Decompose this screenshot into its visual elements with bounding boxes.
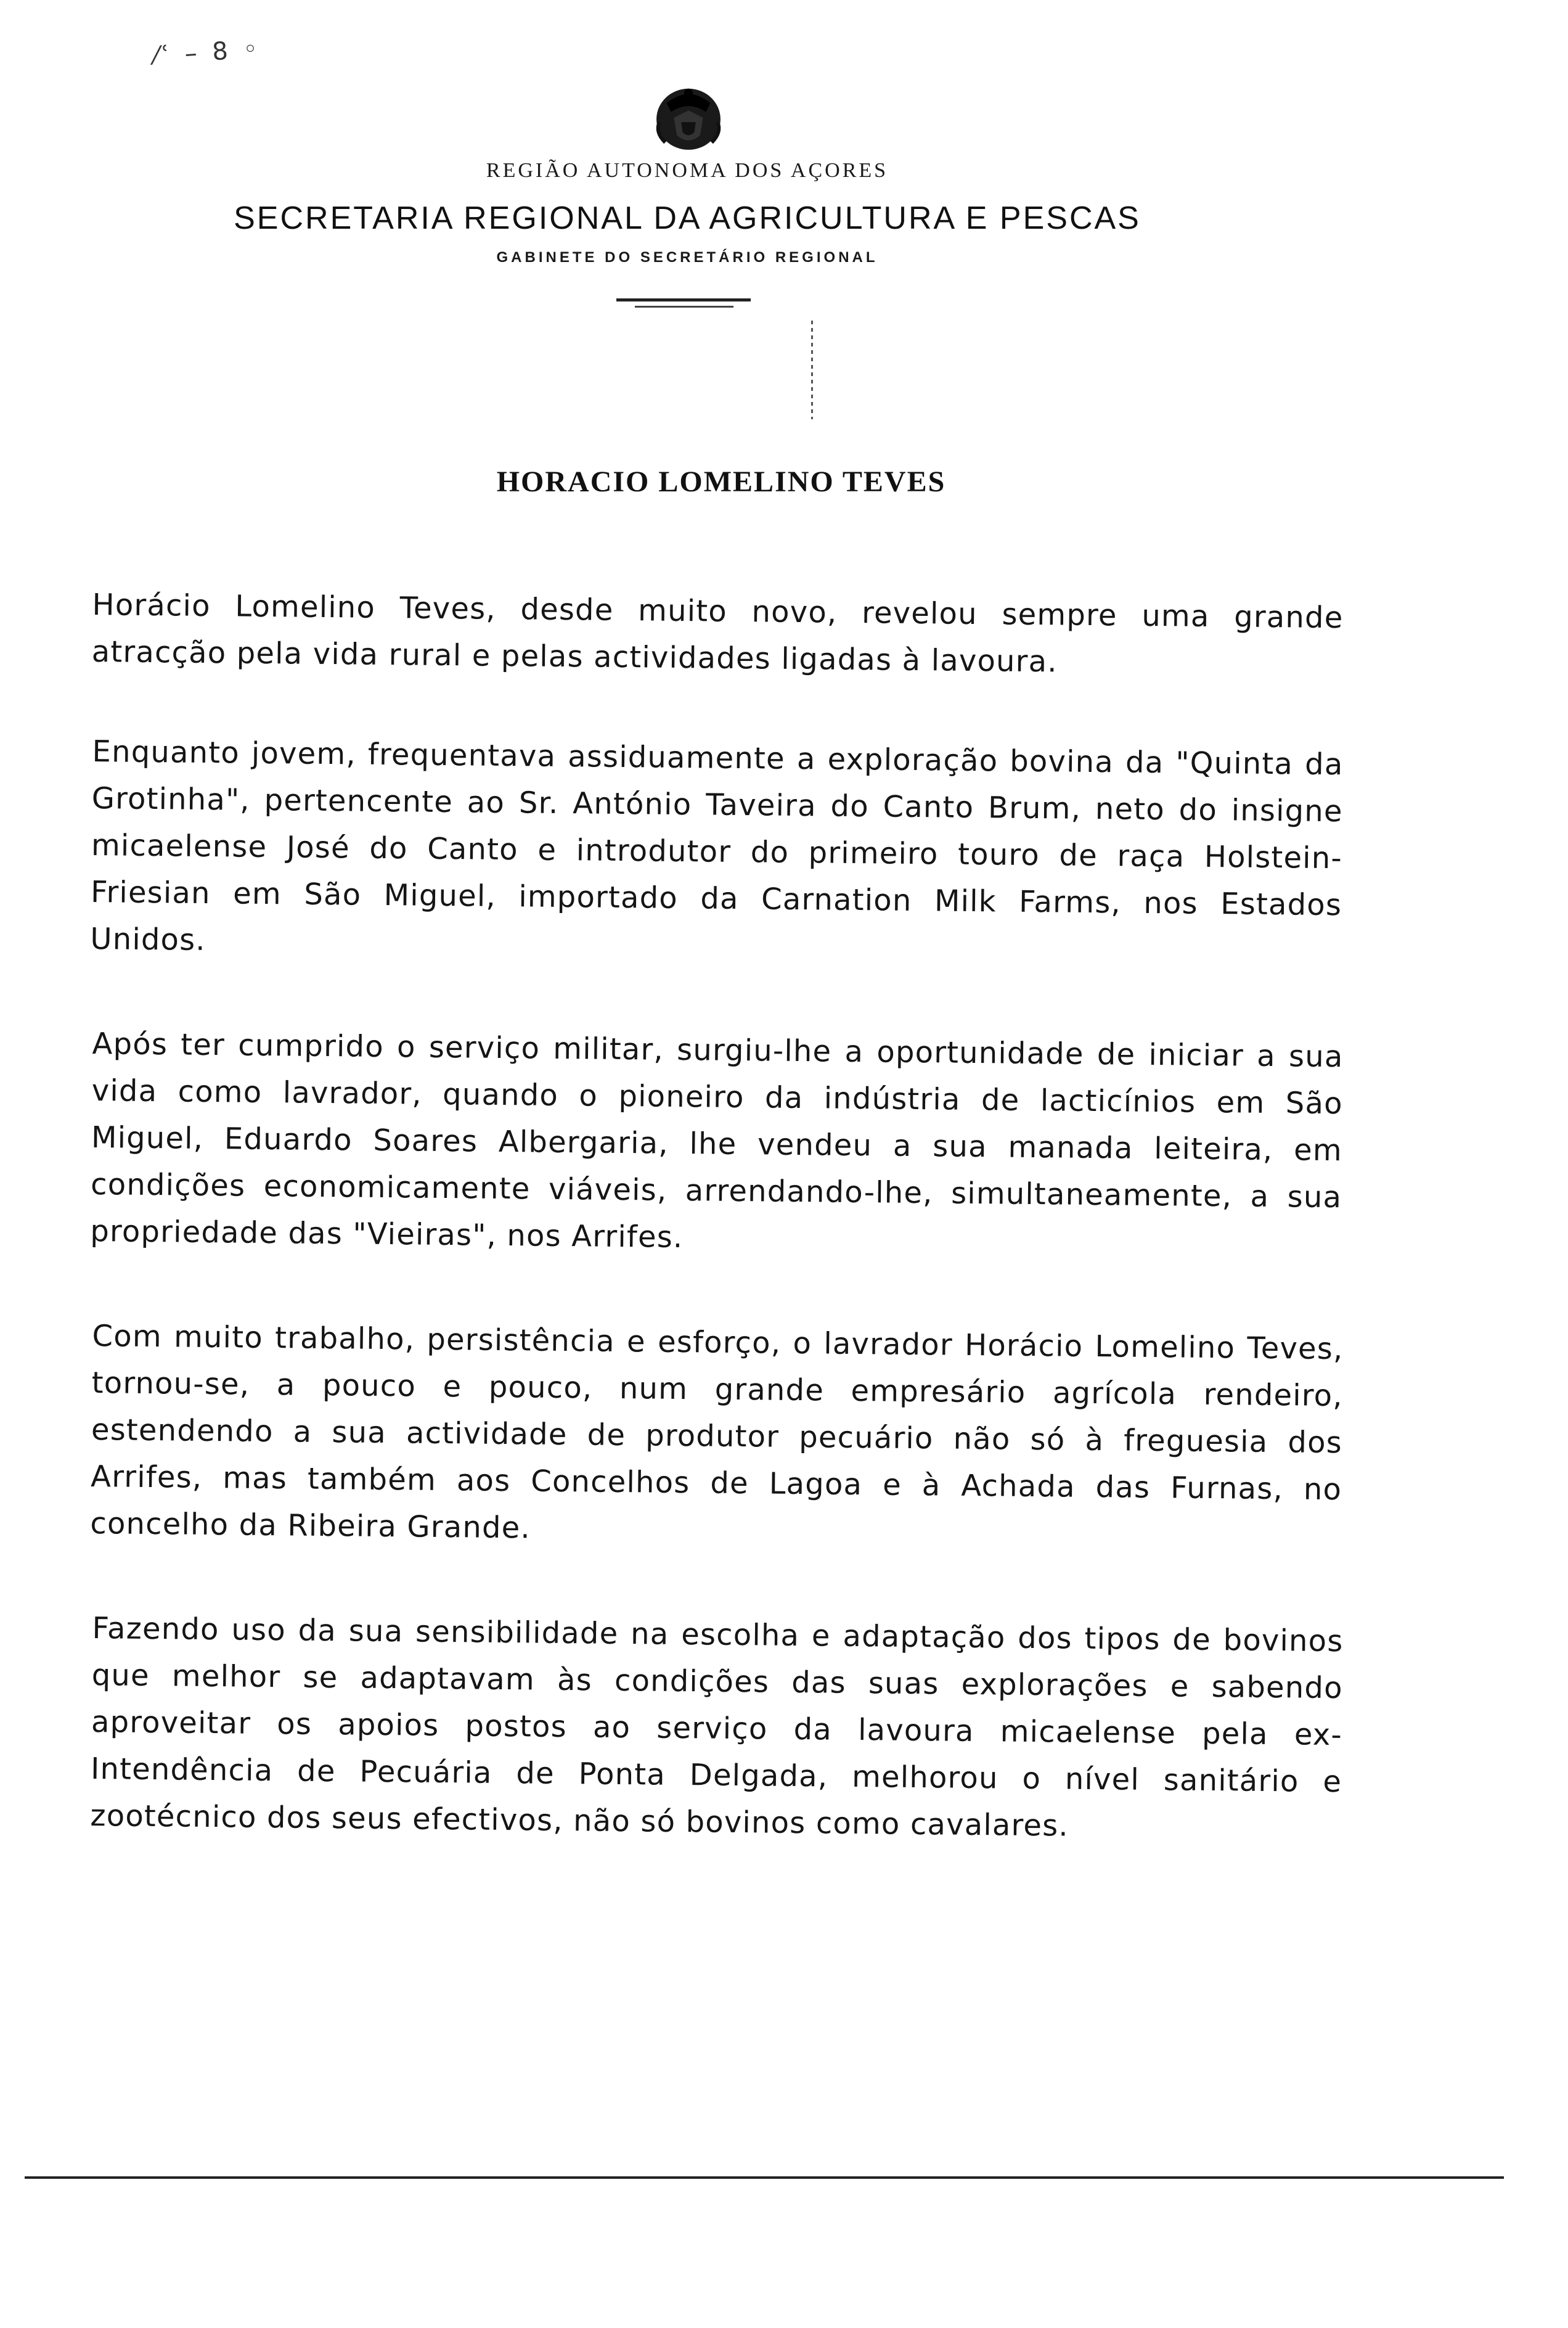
header-divider-thin — [635, 306, 733, 308]
header-secretaria-name: SECRETARIA REGIONAL DA AGRICULTURA E PESCAS — [234, 200, 1141, 236]
paragraph-4: Com muito trabalho, persistência e esforço, o lavrador Horácio Lomelino Teves, tornou-se, a pouco e pouco, num grande empresário agrícola rendeiro, estendendo a sua actividade de produtor pecuário não só à freguesia dos Arrifes, mas também aos Concelhos de Lagoa e à Achada das Furnas, no concelho da Ribeira Grande. — [90, 1318, 1344, 1546]
document-title: HORACIO LOMELINO TEVES — [496, 465, 946, 498]
header-region-name: REGIÃO AUTONOMA DOS AÇORES — [486, 159, 889, 182]
coat-of-arms-icon — [652, 81, 725, 154]
paragraph-2: Enquanto jovem, frequentava assiduamente a exploração bovina da "Quinta da Grotinha", pertencente ao Sr. António Taveira do Canto Brum, neto do insigne micaelense José do Canto e introdutor do primeiro touro de raça Holstein-Friesian em São Miguel, importado da Carnation Milk Farms, nos Estados Unidos. — [90, 734, 1344, 957]
paragraph-1: Horácio Lomelino Teves, desde muito novo, revelou sempre uma grande atracção pela vida rural e pelas actividades ligadas à lavoura. — [91, 587, 1344, 679]
header-gabinete-name: GABINETE DO SECRETÁRIO REGIONAL — [496, 249, 878, 266]
header-divider — [616, 298, 751, 301]
handwritten-page-mark: ⁄ʿ – 8 ◦ — [153, 34, 263, 71]
paragraph-5: Fazendo uso da sua sensibilidade na escolha e adaptação dos tipos de bovinos que melhor se adaptavam às condições das suas explorações e sabendo aproveitar os apoios postos ao serviço da lavoura micaelense pela ex-Intendência de Pecuária de Ponta Delgada, melhorou o nível sanitário e zootécnico dos seus efectivos, não só bovinos como cavalares. — [90, 1610, 1344, 1843]
scan-artifact-line — [811, 321, 813, 419]
paragraph-3: Após ter cumprido o serviço militar, surgiu-lhe a oportunidade de iniciar a sua vida como lavrador, quando o pioneiro da indústria de lacticínios em São Miguel, Eduardo Soares Albergaria, lhe vendeu a sua manada leiteira, em condições economicamente viáveis, arrendando-lhe, simultaneamente, a sua propriedade das "Vieiras", nos Arrifes. — [90, 1026, 1344, 1255]
footer-divider — [25, 2176, 1504, 2179]
